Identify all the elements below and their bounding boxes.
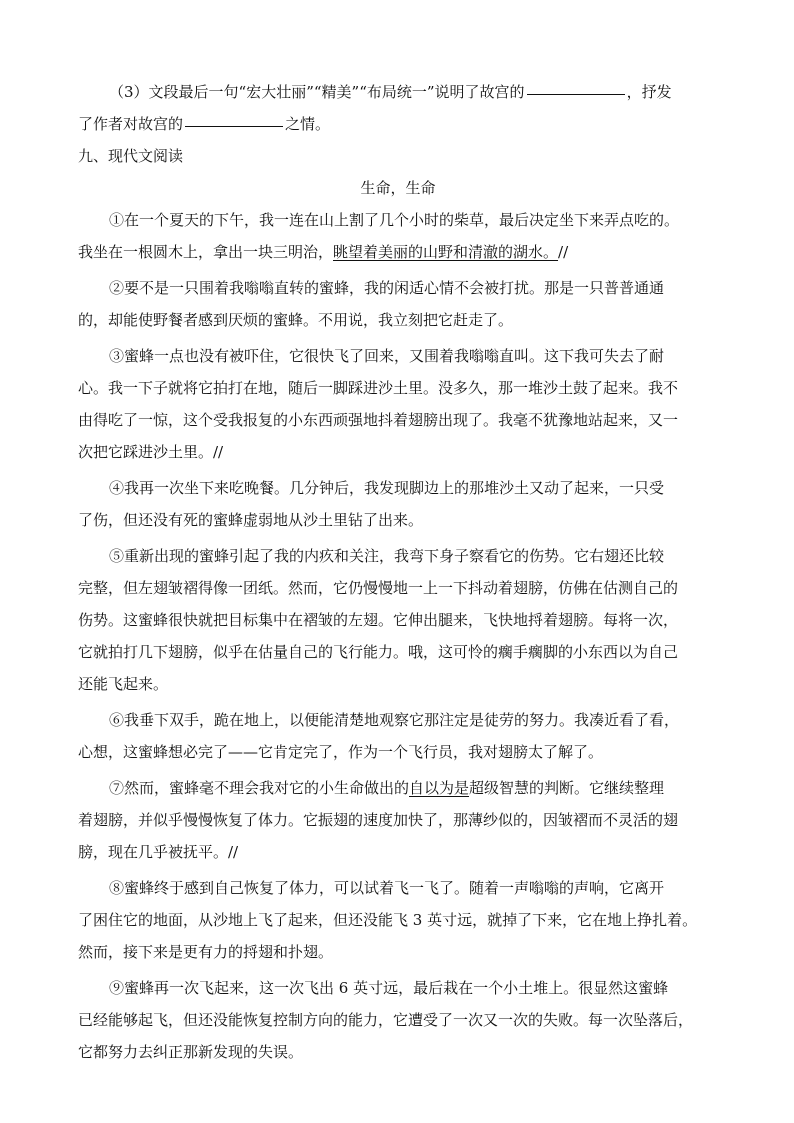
paragraph-2 xyxy=(78,272,718,336)
text-run: ③蜜蜂一点也没有被吓住，它很快飞了回来，又围着我嗡嗡直叫。这下我可失去了耐 xyxy=(109,347,665,365)
text-run: 它就拍打几下翅膀，似乎在估量自己的飞行能力。哦，这可怜的瘸手瘸脚的小东西以为自己 xyxy=(78,643,679,661)
article-body xyxy=(78,204,718,1068)
text-run: 膀，现在几乎被抚平。// xyxy=(78,843,239,861)
answer-blank-2[interactable] xyxy=(185,125,283,127)
paragraph-6 xyxy=(78,704,718,768)
text-run: ⑤重新出现的蜜蜂引起了我的内疚和关注，我弯下身子察看它的伤势。它右翅还比较 xyxy=(109,547,665,565)
paragraph-line xyxy=(78,236,718,268)
text-run: 心想，这蜜蜂想必完了——它肯定完了，作为一个飞行员，我对翅膀太了解了。 xyxy=(78,743,604,761)
paragraph-line xyxy=(78,604,718,636)
paragraph-line xyxy=(78,372,718,404)
text-run: ②要不是一只围着我嗡嗡直转的蜜蜂，我的闲适心情不会被打扰。那是一只普普通通 xyxy=(109,279,665,297)
paragraph-3 xyxy=(78,340,718,468)
text-run: ⑨蜜蜂再一次飞起来，这一次飞出 6 英寸远，最后栽在一个小土堆上。很显然这蜜蜂 xyxy=(109,979,669,997)
paragraph-line xyxy=(78,404,718,436)
paragraph-line xyxy=(78,572,718,604)
paragraph-5 xyxy=(78,540,718,700)
text-run: ④我再一次坐下来吃晚餐。几分钟后，我发现脚边上的那堆沙土又动了起来，一只受 xyxy=(109,479,665,497)
paragraph-line xyxy=(78,472,718,504)
text-run: 超级智慧的判断。它继续整理 xyxy=(469,779,665,797)
text-run: ⑦然而，蜜蜂毫不理会我对它的小生命做出的 xyxy=(109,779,410,797)
question-3-line-2 xyxy=(78,108,718,140)
text-run: 着翅膀，并似乎慢慢恢复了体力。它振翅的速度加快了，那薄纱似的，因皱褶而不灵活的翅 xyxy=(78,811,679,829)
answer-blank-1[interactable] xyxy=(527,93,625,95)
paragraph-4 xyxy=(78,472,718,536)
article-title: 生命，生命 xyxy=(360,179,436,197)
text-run: ⑥我垂下双手，跪在地上，以便能清楚地观察它那注定是徒劳的努力。我凑近看了看， xyxy=(109,711,680,729)
section-heading: 九、现代文阅读 xyxy=(78,147,184,165)
paragraph-line xyxy=(78,340,718,372)
paragraph-line xyxy=(78,836,718,868)
text-run: ①在一个夏天的下午，我一连在山上割了几个小时的柴草，最后决定坐下来弄点吃的。 xyxy=(109,211,680,229)
text-run: 由得吃了一惊，这个受我报复的小东西顽强地抖着翅膀出现了。我毫不犹豫地站起来，又一 xyxy=(78,411,679,429)
question-3-text-b: ，抒发 xyxy=(626,83,672,101)
paragraph-line xyxy=(78,668,718,700)
paragraph-line xyxy=(78,736,718,768)
paragraph-8 xyxy=(78,872,718,968)
paragraph-line xyxy=(78,1004,718,1036)
paragraph-line xyxy=(78,540,718,572)
text-run: 然而，接下来是更有力的捋翅和扑翅。 xyxy=(78,943,334,961)
question-3-text-c: 了作者对故宫的 xyxy=(78,115,184,133)
paragraph-line xyxy=(78,804,718,836)
text-run: 心。我一下子就将它拍打在地，随后一脚踩进沙土里。没多久，那一堆沙土鼓了起来。我不 xyxy=(78,379,679,397)
text-run: 了伤，但还没有死的蜜蜂虚弱地从沙土里钻了出来。 xyxy=(78,511,424,529)
underlined-text: 自以为是 xyxy=(409,779,470,797)
paragraph-line xyxy=(78,972,718,1004)
text-run: 还能飞起来。 xyxy=(78,675,169,693)
paragraph-line xyxy=(78,704,718,736)
text-run: 我坐在一根圆木上，拿出一块三明治， xyxy=(78,243,334,261)
question-3-text-d: 之情。 xyxy=(285,115,331,133)
text-run: 伤势。这蜜蜂很快就把目标集中在褶皱的左翅。它伸出腿来，飞快地捋着翅膀。每将一次， xyxy=(78,611,679,629)
text-run: 完整，但左翅皱褶得像一团纸。然而，它仍慢慢地一上一下抖动着翅膀，仿佛在估测自己的 xyxy=(78,579,679,597)
paragraph-line xyxy=(78,204,718,236)
paragraph-line xyxy=(78,904,718,936)
paragraph-line xyxy=(78,636,718,668)
text-run: // xyxy=(558,243,569,261)
document-page xyxy=(78,76,718,1072)
text-run: 已经能够起飞，但还没能恢复控制方向的能力，它遭受了一次又一次的失败。每一次坠落后， xyxy=(78,1011,694,1029)
paragraph-line xyxy=(78,772,718,804)
paragraph-7 xyxy=(78,772,718,868)
paragraph-line xyxy=(78,872,718,904)
text-run: 的，却能使野餐者感到厌烦的蜜蜂。不用说，我立刻把它赶走了。 xyxy=(78,311,514,329)
paragraph-line xyxy=(78,436,718,468)
question-3-text-a: （3）文段最后一句“宏大壮丽”“精美”“布局统一”说明了故宫的 xyxy=(109,83,525,101)
text-run: 了困住它的地面，从沙地上飞了起来，但还没能飞 3 英寸远，就掉了下来，它在地上挣扎着。 xyxy=(78,911,698,929)
text-run: 次把它踩进沙土里。// xyxy=(78,443,224,461)
paragraph-9 xyxy=(78,972,718,1068)
question-3-line-1 xyxy=(78,76,718,108)
underlined-text: 眺望着美丽的山野和清澈的湖水。 xyxy=(333,243,559,261)
text-run: ⑧蜜蜂终于感到自己恢复了体力，可以试着飞一飞了。随着一声嗡嗡的声响，它离开 xyxy=(109,879,665,897)
paragraph-line xyxy=(78,272,718,304)
text-run: 它都努力去纠正那新发现的失误。 xyxy=(78,1043,304,1061)
paragraph-1 xyxy=(78,204,718,268)
paragraph-line xyxy=(78,304,718,336)
paragraph-line xyxy=(78,504,718,536)
paragraph-line xyxy=(78,936,718,968)
paragraph-line xyxy=(78,1036,718,1068)
